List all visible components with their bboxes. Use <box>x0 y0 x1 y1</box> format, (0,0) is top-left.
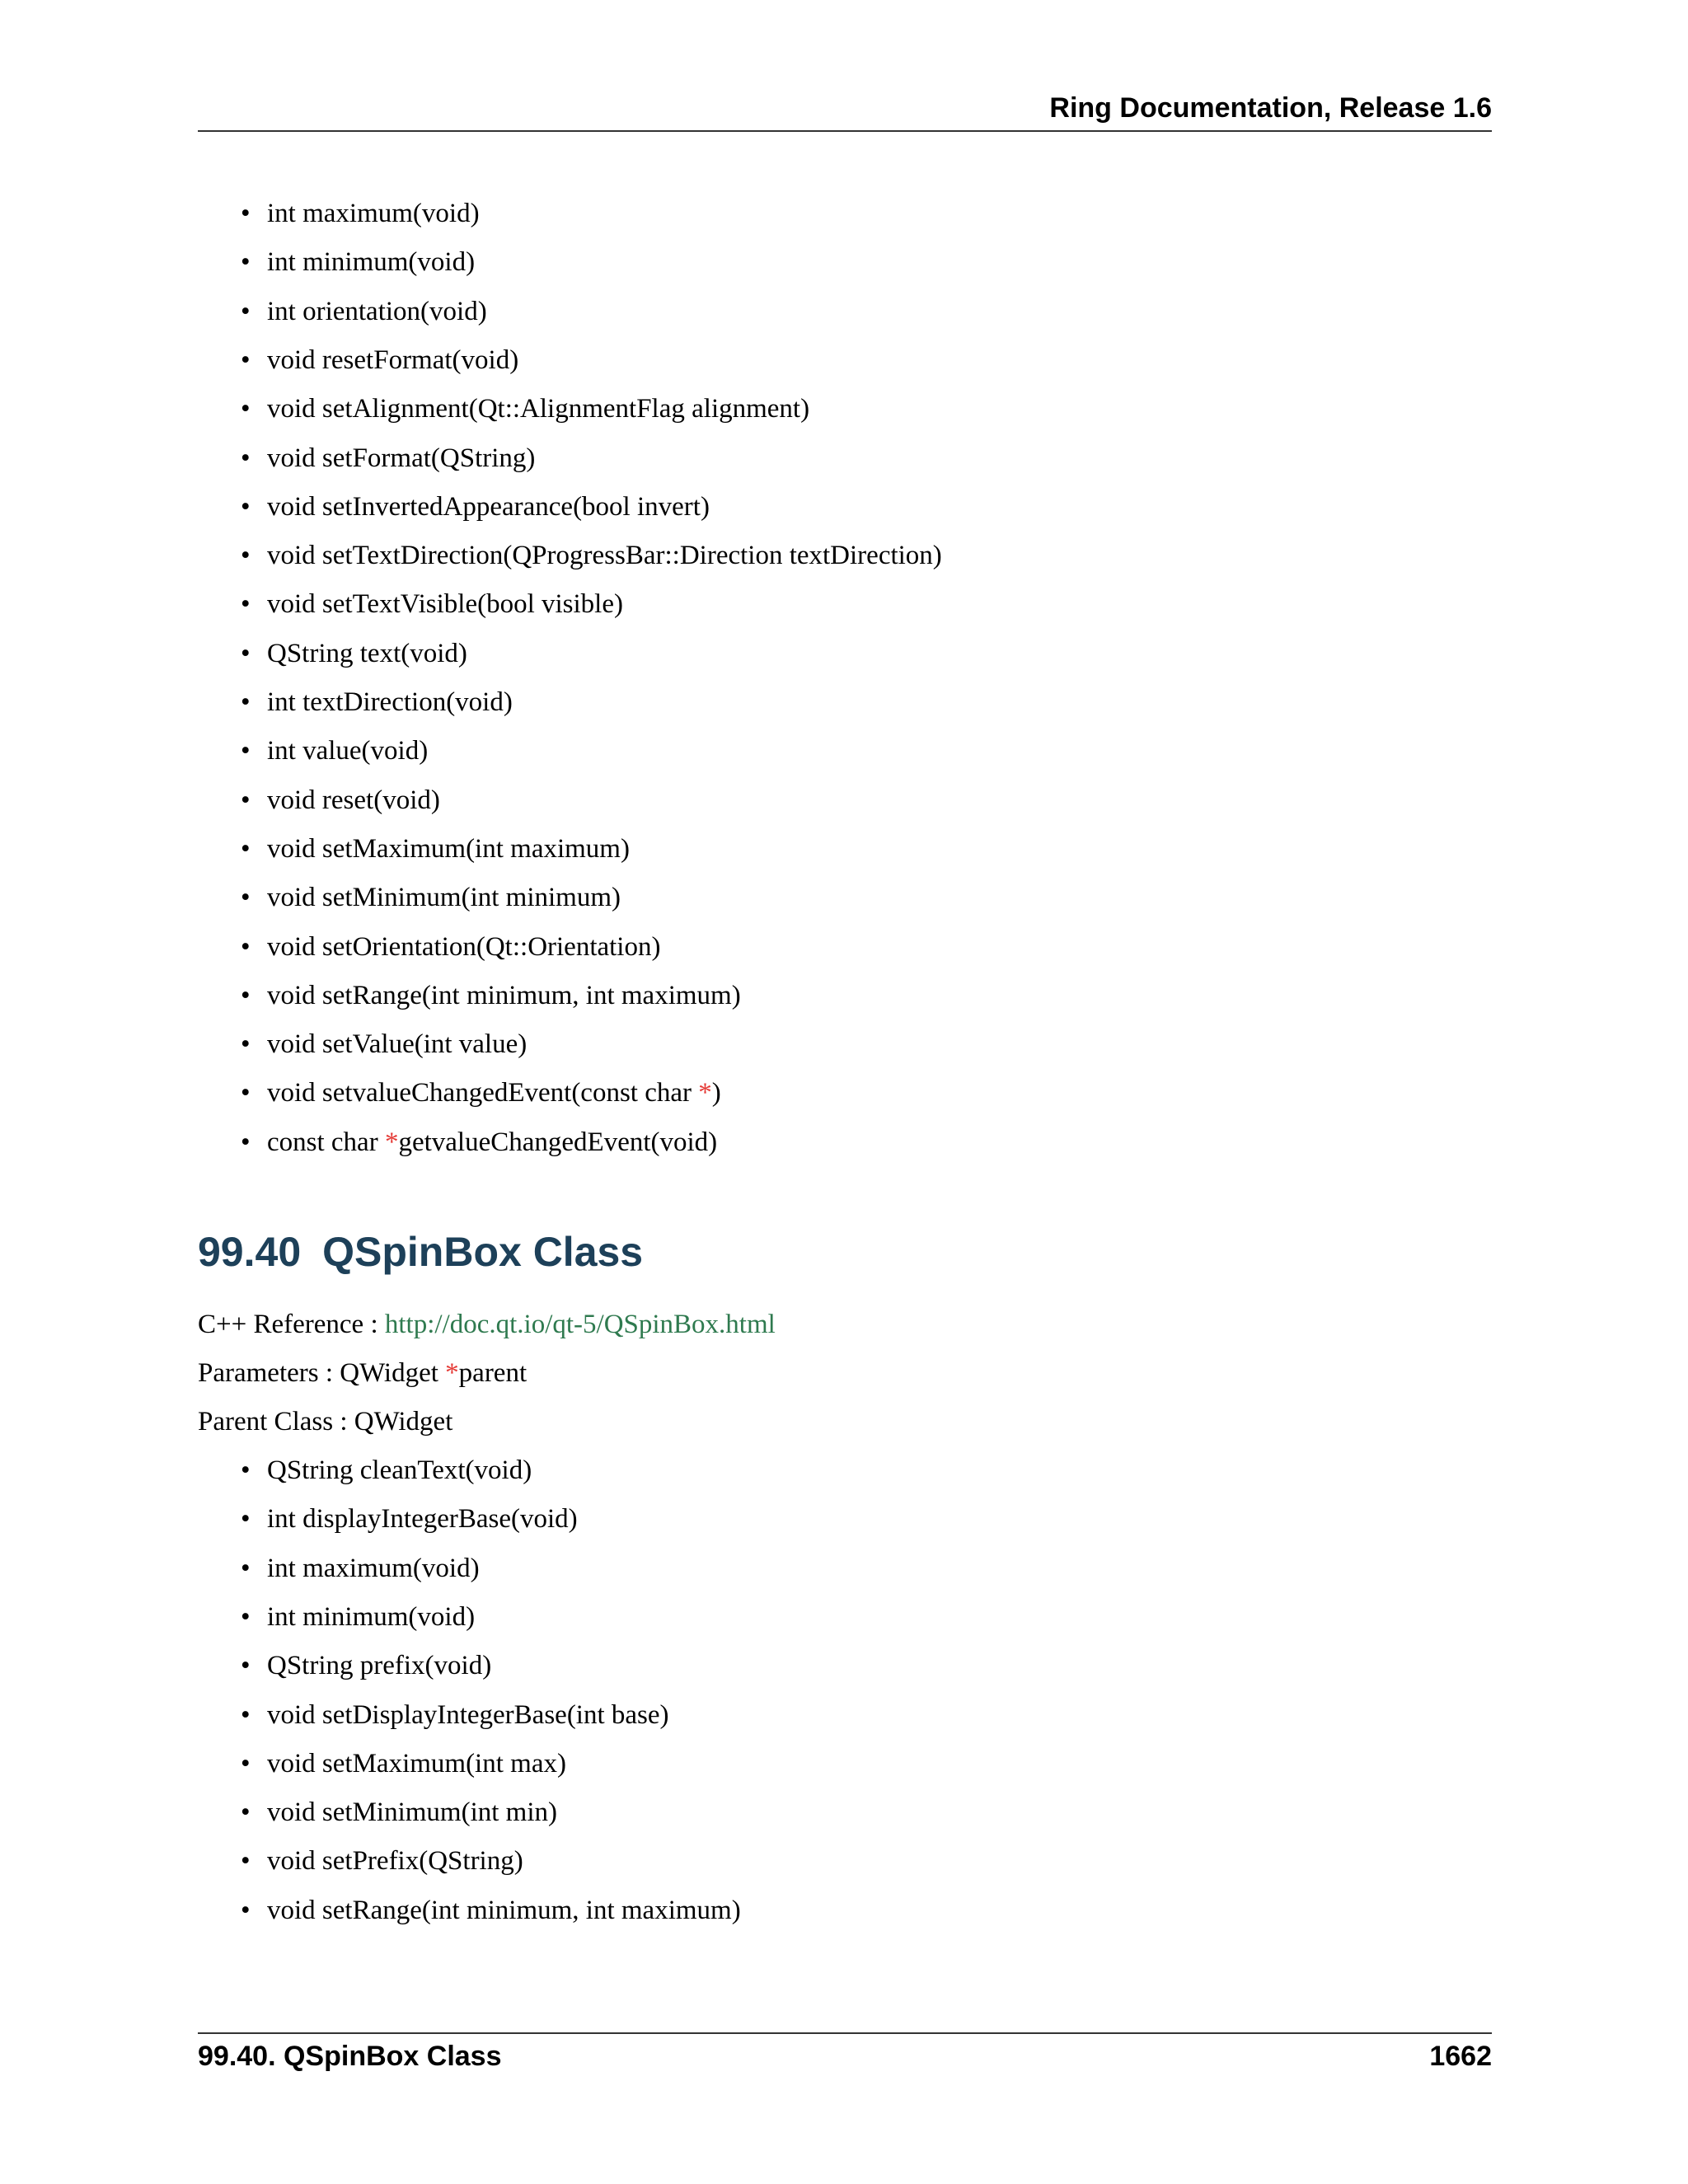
method-signature: int value(void) <box>267 736 429 766</box>
method-signature: void setMaximum(int max) <box>267 1748 566 1779</box>
section-number: 99.40 <box>198 1229 302 1275</box>
bullet-icon: • <box>241 541 251 571</box>
method-signature <box>267 1122 717 1163</box>
bullet-icon: • <box>241 883 251 913</box>
method-signature: int textDirection(void) <box>267 687 513 717</box>
method-signature: QString cleanText(void) <box>267 1455 532 1485</box>
method-signature: void setTextVisible(bool visible) <box>267 589 623 620</box>
bullet-icon: • <box>241 1846 251 1877</box>
bullet-icon: • <box>241 833 251 864</box>
bullet-icon: • <box>241 1601 251 1632</box>
page-footer <box>198 2032 1492 2083</box>
method-signature: void setRange(int minimum, int maximum) <box>267 980 741 1010</box>
bullet-icon: • <box>241 638 251 668</box>
parameters-label: Parameters : QWidget <box>198 1358 446 1388</box>
bullet-icon: • <box>241 344 251 375</box>
page-header <box>198 89 1492 132</box>
parent-class-line: Parent Class : QWidget <box>198 1407 453 1436</box>
bullet-icon: • <box>241 296 251 326</box>
bullet-icon: • <box>241 247 251 278</box>
parameters-line <box>198 1352 527 1394</box>
method-signature: void setMaximum(int maximum) <box>267 833 630 864</box>
bullet-icon: • <box>241 1553 251 1583</box>
bullet-icon: • <box>241 491 251 522</box>
method-signature: void resetFormat(void) <box>267 344 519 375</box>
bullet-icon: • <box>241 785 251 815</box>
page-number: 1662 <box>1429 2041 1492 2072</box>
pointer-star: * <box>384 1127 399 1157</box>
signature-part: void setvalueChangedEvent(const char <box>267 1078 699 1108</box>
cpp-reference-line <box>198 1304 776 1345</box>
method-signature: void setMinimum(int min) <box>267 1797 557 1828</box>
method-signature: void setTextDirection(QProgressBar::Direction textDirection) <box>267 541 942 571</box>
bullet-icon: • <box>241 1504 251 1535</box>
section-title-text: QSpinBox Class <box>322 1229 644 1275</box>
method-signature: int maximum(void) <box>267 199 480 228</box>
bullet-icon: • <box>241 394 251 424</box>
parameters-name: parent <box>458 1358 528 1388</box>
bullet-icon: • <box>241 1895 251 1925</box>
method-signature: void setValue(int value) <box>267 1029 528 1060</box>
method-signature: void setDisplayIntegerBase(int base) <box>267 1699 669 1730</box>
bullet-icon: • <box>241 687 251 717</box>
signature-part: ) <box>711 1078 721 1108</box>
method-signature: int orientation(void) <box>267 296 487 326</box>
method-signature: int displayIntegerBase(void) <box>267 1504 578 1535</box>
method-signature: int minimum(void) <box>267 247 476 278</box>
bullet-icon: • <box>241 199 251 228</box>
method-signature: void setAlignment(Qt::AlignmentFlag alignment) <box>267 394 810 424</box>
method-signature: int minimum(void) <box>267 1601 476 1632</box>
section-heading <box>198 1228 643 1276</box>
bullet-icon: • <box>241 1748 251 1779</box>
method-signature: void setInvertedAppearance(bool invert) <box>267 491 710 522</box>
bullet-icon: • <box>241 589 251 620</box>
bullet-icon: • <box>241 1797 251 1828</box>
method-signature <box>267 1072 721 1113</box>
signature-part: const char <box>267 1127 385 1157</box>
method-signature: void setRange(int minimum, int maximum) <box>267 1895 741 1925</box>
bullet-icon: • <box>241 1029 251 1060</box>
bullet-icon: • <box>241 1127 251 1157</box>
bullet-icon: • <box>241 931 251 962</box>
cpp-reference-label: C++ Reference : <box>198 1310 385 1339</box>
pointer-star: * <box>698 1078 712 1108</box>
footer-section: 99.40. QSpinBox Class <box>198 2041 502 2072</box>
bullet-icon: • <box>241 1455 251 1485</box>
method-signature: QString text(void) <box>267 638 467 668</box>
bullet-icon: • <box>241 443 251 473</box>
method-signature: void setFormat(QString) <box>267 443 536 473</box>
cpp-reference-link[interactable]: http://doc.qt.io/qt-5/QSpinBox.html <box>384 1310 776 1339</box>
method-signature: int maximum(void) <box>267 1553 480 1583</box>
method-signature: void setPrefix(QString) <box>267 1846 523 1877</box>
document-title: Ring Documentation, Release 1.6 <box>1049 92 1492 124</box>
method-signature: void setMinimum(int minimum) <box>267 883 621 913</box>
bullet-icon: • <box>241 1078 251 1108</box>
pointer-star: * <box>445 1358 459 1388</box>
method-signature: QString prefix(void) <box>267 1651 492 1681</box>
signature-part: getvalueChangedEvent(void) <box>398 1127 718 1157</box>
bullet-icon: • <box>241 736 251 766</box>
bullet-icon: • <box>241 980 251 1010</box>
method-signature: void setOrientation(Qt::Orientation) <box>267 931 661 962</box>
bullet-icon: • <box>241 1651 251 1681</box>
bullet-icon: • <box>241 1699 251 1730</box>
method-signature: void reset(void) <box>267 785 440 815</box>
